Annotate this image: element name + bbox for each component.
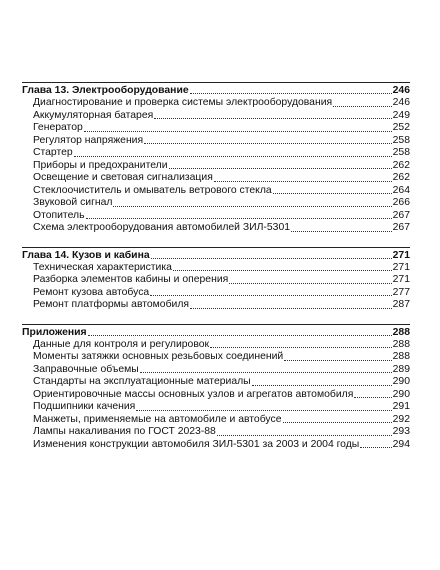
toc-dot-leader [229, 283, 391, 284]
toc-page-number: 292 [392, 413, 410, 425]
toc-entry-title: Отопитель [33, 209, 85, 221]
toc-dot-leader [252, 385, 392, 386]
toc-dot-leader [151, 258, 392, 259]
toc-heading-title: Глава 14. Кузов и кабина [22, 249, 150, 261]
toc-entry[interactable] [22, 160, 410, 173]
toc-page-number: 290 [392, 388, 410, 400]
toc-entry[interactable] [22, 401, 410, 414]
toc-page-number: 264 [392, 184, 410, 196]
toc-dot-leader [150, 295, 391, 296]
toc-entry-title: Манжеты, применяемые на автомобиле и автобусе [33, 413, 282, 425]
toc-dot-leader [136, 410, 391, 411]
toc-entry[interactable] [22, 110, 410, 123]
toc-entry[interactable] [22, 287, 410, 300]
toc-section-appendices [22, 324, 410, 452]
toc-entry-title: Разборка элементов кабины и оперения [33, 274, 229, 285]
toc-entry-title: Подшипники качения [33, 401, 136, 412]
toc-section-chapter-14 [22, 247, 410, 312]
toc-section-chapter-13 [22, 82, 410, 235]
toc-entry[interactable] [22, 389, 410, 402]
toc-dot-leader [360, 447, 391, 448]
toc-dot-leader [86, 218, 392, 219]
toc-entry-title: Диагностирование и проверка системы электрооборудования [33, 97, 333, 108]
toc-chapter-heading[interactable] [22, 326, 410, 339]
toc-entry-title: Заправочные объемы [33, 363, 139, 375]
toc-page-number: 258 [392, 134, 410, 146]
toc-page-number: 252 [392, 122, 410, 133]
toc-dot-leader [84, 131, 392, 132]
toc-chapter-heading[interactable] [22, 249, 410, 262]
toc-dot-leader [154, 118, 391, 119]
toc-page-number: 262 [392, 159, 410, 171]
toc-entry-title: Лампы накаливания по ГОСТ 2023-88 [33, 426, 216, 437]
toc-page-number: 288 [392, 338, 410, 350]
toc-entry-title: Звуковой сигнал [33, 197, 113, 208]
toc-entry[interactable] [22, 414, 410, 427]
toc-page-number: 277 [392, 286, 410, 298]
toc-entry[interactable] [22, 222, 410, 235]
toc-entry-title: Стандарты на эксплуатационные материалы [33, 376, 251, 387]
toc-entry-title: Стартер [33, 147, 73, 158]
toc-entry[interactable] [22, 210, 410, 223]
toc-page-number: 266 [392, 197, 410, 208]
toc-dot-leader [284, 360, 391, 361]
toc-dot-leader [169, 168, 392, 169]
toc-dot-leader [217, 435, 392, 436]
toc-page-number: 289 [392, 363, 410, 375]
toc-dot-leader [283, 422, 392, 423]
toc-entry[interactable] [22, 351, 410, 364]
section-divider [22, 247, 410, 248]
toc-entry-title: Схема электрооборудования автомобилей ЗИЛ-5301 [33, 222, 291, 233]
toc-entry[interactable] [22, 135, 410, 148]
toc-entry-title: Ремонт кузова автобуса [33, 286, 150, 298]
toc-page-number: 271 [392, 261, 410, 273]
toc-entry-title: Моменты затяжки основных резьбовых соединений [33, 351, 284, 362]
toc-page-number: 291 [392, 401, 410, 412]
toc-entry[interactable] [22, 376, 410, 389]
toc-entry-title: Приборы и предохранители [33, 159, 168, 171]
toc-page-number: 258 [392, 147, 410, 158]
toc-page-number: 246 [392, 97, 410, 108]
toc-dot-leader [273, 193, 392, 194]
toc-entry-title: Ориентировочные массы основных узлов и агрегатов автомобиля [33, 388, 354, 400]
toc-dot-leader [74, 156, 392, 157]
toc-chapter-heading[interactable] [22, 84, 410, 97]
toc-entry[interactable] [22, 274, 410, 287]
toc-heading-title: Приложения [22, 326, 87, 338]
section-divider [22, 324, 410, 325]
toc-dot-leader [140, 372, 392, 373]
toc-entry-title: Регулятор напряжения [33, 134, 144, 146]
toc-entry[interactable] [22, 147, 410, 160]
toc-dot-leader [88, 335, 392, 336]
toc-dot-leader [214, 181, 392, 182]
toc-page-number: 271 [392, 274, 410, 285]
toc-entry[interactable] [22, 97, 410, 110]
toc-entry-title: Аккумуляторная батарея [33, 109, 154, 121]
toc-entry-title: Стеклоочиститель и омыватель ветрового стекла [33, 184, 272, 196]
toc-entry-title: Генератор [33, 122, 83, 133]
toc-dot-leader [190, 93, 392, 94]
toc-page-number: 288 [392, 351, 410, 362]
toc-entry-title: Ремонт платформы автомобиля [33, 299, 190, 310]
table-of-contents [22, 82, 410, 451]
toc-entry[interactable] [22, 364, 410, 377]
toc-page-number: 249 [392, 109, 410, 121]
toc-entry[interactable] [22, 426, 410, 439]
toc-dot-leader [354, 397, 391, 398]
toc-entry[interactable] [22, 339, 410, 352]
toc-entry[interactable] [22, 172, 410, 185]
toc-entry[interactable] [22, 439, 410, 452]
toc-page-number: 262 [392, 172, 410, 183]
toc-dot-leader [144, 143, 392, 144]
toc-entry[interactable] [22, 299, 410, 312]
toc-entry[interactable] [22, 197, 410, 210]
toc-dot-leader [210, 347, 392, 348]
toc-entry-title: Изменения конструкции автомобиля ЗИЛ-5301 за 2003 и 2004 годы [33, 438, 360, 450]
toc-entry[interactable] [22, 122, 410, 135]
toc-dot-leader [113, 206, 391, 207]
toc-dot-leader [190, 308, 392, 309]
toc-dot-leader [333, 106, 392, 107]
toc-dot-leader [173, 270, 392, 271]
toc-page-number: 271 [392, 249, 410, 261]
toc-entry-title: Данные для контроля и регулировок [33, 338, 210, 350]
toc-heading-title: Глава 13. Электрооборудование [22, 85, 189, 96]
toc-page-number: 288 [392, 326, 410, 338]
toc-page-number: 294 [392, 438, 410, 450]
toc-entry-title: Освещение и световая сигнализация [33, 172, 213, 183]
toc-page-number: 287 [392, 299, 410, 310]
toc-page-number: 290 [392, 376, 410, 387]
toc-page-number: 267 [392, 209, 410, 221]
toc-entry[interactable] [22, 185, 410, 198]
toc-dot-leader [291, 231, 392, 232]
toc-page-number: 293 [392, 426, 410, 437]
toc-page-number: 246 [392, 85, 410, 96]
toc-page-number: 267 [392, 222, 410, 233]
toc-entry[interactable] [22, 262, 410, 275]
section-divider [22, 82, 410, 83]
toc-entry-title: Техническая характеристика [33, 261, 172, 273]
